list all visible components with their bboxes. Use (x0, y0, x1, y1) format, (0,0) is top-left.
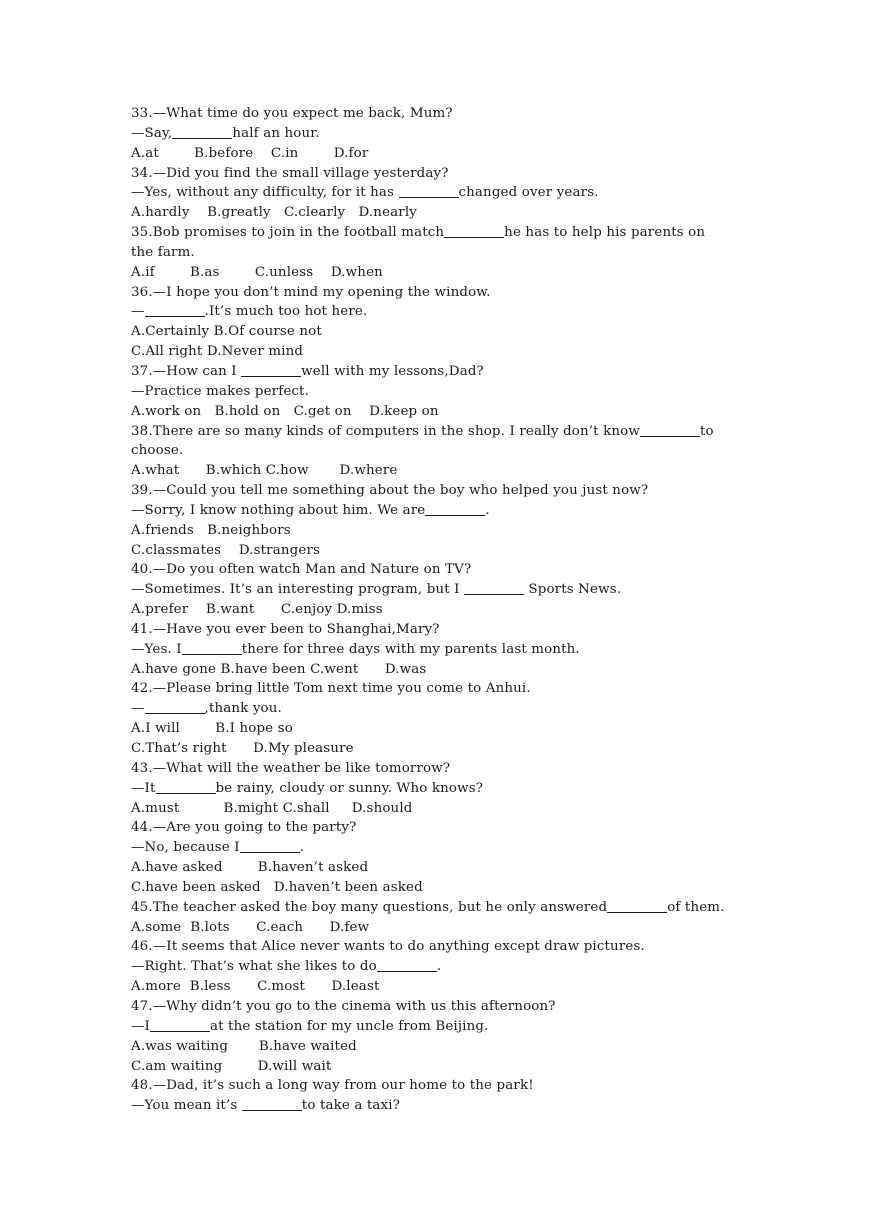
text-line (131, 183, 751, 203)
line-text: there for three days with my parents last month. (241, 641, 580, 657)
line-text: C.classmates D.strangers (131, 542, 321, 558)
line-text: 40.—Do you often watch Man and Nature on TV? (131, 562, 472, 578)
answer-blank (145, 700, 205, 714)
line-text: —It (131, 780, 156, 796)
answer-blank (182, 641, 242, 655)
line-text: A.if B.as C.unless D.when (131, 264, 383, 280)
line-text: 44.—Are you going to the party? (131, 820, 357, 836)
answer-blank (399, 184, 459, 198)
text-line (131, 560, 751, 580)
line-text: Sports News. (524, 582, 622, 598)
text-line (131, 699, 751, 719)
line-text: —No, because I (131, 840, 240, 856)
answer-blank (425, 502, 485, 516)
text-line (131, 243, 751, 263)
text-line (131, 660, 751, 680)
text-line (131, 302, 751, 322)
line-text: —Yes. I (131, 641, 182, 657)
line-text: —Sorry, I know nothing about him. We are (131, 502, 426, 518)
answer-blank (464, 581, 524, 595)
text-line (131, 223, 751, 243)
text-line (131, 1037, 751, 1057)
text-line (131, 799, 751, 819)
line-text: —Practice makes perfect. (131, 383, 309, 399)
line-text: half an hour. (232, 125, 320, 141)
answer-blank (145, 303, 205, 317)
answer-blank (607, 899, 667, 913)
text-line (131, 739, 751, 759)
line-text: to take a taxi? (301, 1098, 401, 1114)
line-text: A.was waiting B.have waited (131, 1038, 357, 1054)
text-line (131, 104, 751, 124)
answer-blank (150, 1018, 210, 1032)
line-text: 35.Bob promises to join in the football match (131, 225, 445, 241)
line-text: A.hardly B.greatly C.clearly D.nearly (131, 205, 417, 221)
line-text: at the station for my uncle from Beijing. (209, 1018, 489, 1034)
line-text: 42.—Please bring little Tom next time you come to Anhui. (131, 681, 531, 697)
text-line (131, 898, 751, 918)
text-line (131, 1017, 751, 1037)
text-line (131, 620, 751, 640)
answer-blank (172, 125, 232, 139)
line-text: A.I will B.I hope so (131, 721, 293, 737)
line-text: C.All right D.Never mind (131, 344, 304, 360)
line-text: be rainy, cloudy or sunny. Who knows? (215, 780, 484, 796)
line-text: C.have been asked D.haven’t been asked (131, 879, 423, 895)
text-line (131, 977, 751, 997)
line-text: A.prefer B.want C.enjoy D.miss (131, 602, 383, 618)
text-line (131, 164, 751, 184)
text-line (131, 322, 751, 342)
text-line (131, 263, 751, 283)
answer-blank (444, 224, 504, 238)
text-line (131, 719, 751, 739)
line-text: 39.—Could you tell me something about the boy who helped you just now? (131, 483, 649, 499)
text-line (131, 124, 751, 144)
text-line (131, 501, 751, 521)
line-text: C.That’s right D.My pleasure (131, 741, 354, 756)
answer-blank (241, 363, 301, 377)
line-text: . (485, 502, 490, 518)
text-line (131, 818, 751, 838)
text-line (131, 144, 751, 164)
text-line (131, 362, 751, 382)
line-text: 46.—It seems that Alice never wants to do anything except draw pictures. (131, 939, 645, 955)
answer-blank (240, 839, 300, 853)
text-line (131, 283, 751, 303)
line-text: —Right. That’s what she likes to do (131, 959, 377, 975)
line-text: —Sometimes. It’s an interesting program, but I (131, 582, 464, 598)
line-text: changed over years. (458, 185, 599, 201)
line-text: A.what B.which C.how D.where (131, 463, 398, 479)
line-text: —Say, (131, 125, 173, 141)
line-text: A.some B.lots C.each D.few (131, 919, 370, 935)
text-line (131, 1096, 751, 1116)
line-text: 43.—What will the weather be like tomorrow? (131, 760, 451, 776)
text-line (131, 640, 751, 660)
text-line (131, 1076, 751, 1096)
line-text: —I (131, 1018, 150, 1034)
text-line (131, 342, 751, 362)
line-text: A.friends B.neighbors (131, 522, 291, 538)
text-line (131, 461, 751, 481)
worksheet-page (131, 104, 751, 1116)
line-text: well with my lessons,Dad? (301, 363, 484, 379)
line-text: — (131, 304, 145, 320)
line-text: — (131, 701, 145, 717)
line-text: .It’s much too hot here. (204, 304, 368, 320)
line-text: 33.—What time do you expect me back, Mum? (131, 106, 453, 121)
line-text: choose. (131, 443, 184, 459)
line-text: 36.—I hope you don’t mind my opening the window. (131, 284, 491, 300)
text-line (131, 759, 751, 779)
line-text: to (699, 423, 714, 439)
text-line (131, 878, 751, 898)
line-text: 34.—Did you find the small village yesterday? (131, 165, 449, 181)
text-line (131, 541, 751, 561)
line-text: 37.—How can I (131, 363, 242, 379)
line-text: 41.—Have you ever been to Shanghai,Mary? (131, 621, 440, 637)
line-text: A.at B.before C.in D.for (131, 145, 369, 161)
answer-blank (640, 423, 700, 437)
line-text: 47.—Why didn’t you go to the cinema with us this afternoon? (131, 998, 556, 1014)
line-text: 45.The teacher asked the boy many questions, but he only answered (131, 899, 608, 915)
text-line (131, 422, 751, 442)
line-text: —You mean it’s (131, 1098, 242, 1114)
answer-blank (156, 780, 216, 794)
text-line (131, 918, 751, 938)
line-text: A.work on B.hold on C.get on D.keep on (131, 403, 439, 419)
text-line (131, 402, 751, 422)
line-text: the farm. (131, 244, 195, 260)
line-text: he has to help his parents on (504, 225, 706, 241)
line-text: A.must B.might C.shall D.should (131, 800, 413, 816)
line-text: of them. (667, 899, 725, 915)
text-line (131, 600, 751, 620)
answer-blank (242, 1097, 302, 1111)
text-line (131, 521, 751, 541)
text-line (131, 441, 751, 461)
text-line (131, 858, 751, 878)
line-text: 48.—Dad, it’s such a long way from our home to the park! (131, 1078, 534, 1094)
text-line (131, 997, 751, 1017)
text-line (131, 937, 751, 957)
line-text: 38.There are so many kinds of computers in the shop. I really don’t know (131, 423, 640, 439)
line-text: ,thank you. (204, 701, 282, 717)
text-line (131, 203, 751, 223)
line-text: —Yes, without any difficulty, for it has (131, 185, 399, 201)
answer-blank (377, 958, 437, 972)
text-line (131, 382, 751, 402)
text-line (131, 779, 751, 799)
line-text: C.am waiting D.will wait (131, 1058, 332, 1074)
line-text: A.have asked B.haven’t asked (131, 860, 369, 876)
text-line (131, 838, 751, 858)
line-text: A.more B.less C.most D.least (131, 979, 380, 995)
text-line (131, 679, 751, 699)
text-line (131, 481, 751, 501)
text-line (131, 957, 751, 977)
line-text: A.have gone B.have been C.went D.was (131, 661, 427, 677)
text-line (131, 580, 751, 600)
line-text: . (299, 840, 305, 856)
line-text: . (436, 959, 442, 975)
text-line (131, 1057, 751, 1077)
line-text: A.Certainly B.Of course not (131, 324, 322, 340)
